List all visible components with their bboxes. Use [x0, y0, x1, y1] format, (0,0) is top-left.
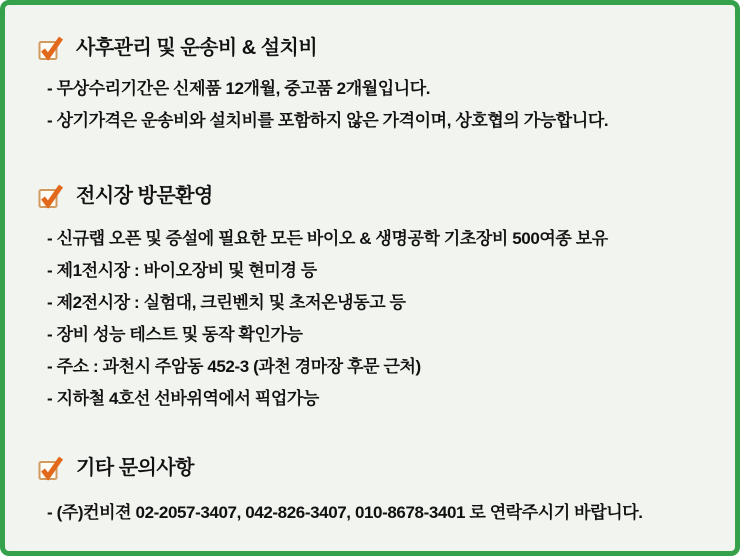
section-title: 사후관리 및 운송비 & 설치비: [76, 37, 318, 59]
section-header: [5, 5, 735, 61]
list-item: - (주)컨비젼 02-2057-3407, 042-826-3407, 010-8678-3401 로 연락주시기 바랍니다.: [47, 503, 643, 522]
section-showroom-visit: [5, 183, 735, 415]
list-item: - 주소 : 과천시 주암동 452-3 (과천 경마장 후문 근처): [47, 357, 421, 376]
list-item: - 상기가격은 운송비와 설치비를 포함하지 않은 가격이며, 상호협의 가능합니다.: [47, 111, 609, 130]
checkbox-icon: [37, 35, 63, 61]
section-aftercare-shipping: [5, 5, 735, 137]
list-item: - 제1전시장 : 바이오장비 및 현미경 등: [47, 261, 317, 280]
section-other-inquiries: [5, 455, 735, 529]
section-items: [5, 223, 735, 415]
list-item: - 장비 성능 테스트 및 동작 확인가능: [47, 325, 303, 344]
section-title: 기타 문의사항: [76, 457, 194, 479]
section-items: [5, 497, 735, 529]
section-header: [5, 455, 735, 481]
section-title: 전시장 방문환영: [76, 185, 213, 207]
list-item: - 무상수리기간은 신제품 12개월, 중고품 2개월입니다.: [47, 79, 431, 98]
checkbox-icon: [37, 183, 63, 209]
list-item: - 제2전시장 : 실험대, 크린벤치 및 초저온냉동고 등: [47, 293, 406, 312]
list-item: - 지하철 4호선 선바위역에서 픽업가능: [47, 389, 319, 408]
section-items: [5, 73, 735, 137]
section-header: [5, 183, 735, 209]
list-item: - 신규랩 오픈 및 증설에 필요한 모든 바이오 & 생명공학 기초장비 500여종 보유: [47, 229, 608, 248]
checkbox-icon: [37, 455, 63, 481]
